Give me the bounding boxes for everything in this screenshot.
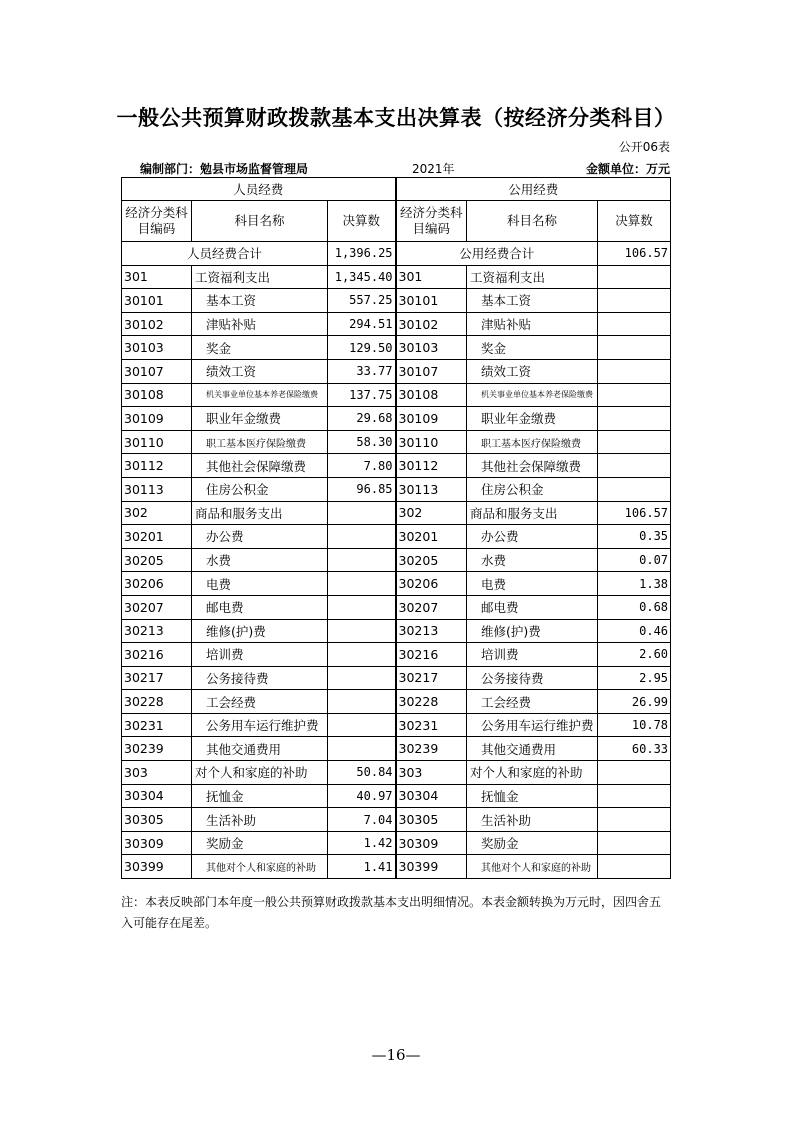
table-row <box>122 619 671 643</box>
left-name-cell: 对个人和家庭的补助 <box>192 761 328 785</box>
col-header-amount-right: 决算数 <box>598 201 671 242</box>
right-amount-cell <box>598 808 671 832</box>
right-amount-cell <box>598 430 671 454</box>
left-amount-cell: 40.97 <box>328 784 396 808</box>
left-amount-cell: 129.50 <box>328 336 396 360</box>
left-code-cell: 30103 <box>122 336 192 360</box>
right-name-cell: 水费 <box>467 548 598 572</box>
left-amount-cell: 29.68 <box>328 407 396 431</box>
left-code-cell: 30207 <box>122 595 192 619</box>
left-amount-cell <box>328 572 396 596</box>
table-row <box>122 525 671 549</box>
left-name-cell: 商品和服务支出 <box>192 501 328 525</box>
left-code-cell: 30201 <box>122 525 192 549</box>
left-amount-cell: 7.04 <box>328 808 396 832</box>
left-amount-cell <box>328 595 396 619</box>
left-name-cell: 基本工资 <box>192 289 328 313</box>
right-code-cell: 30205 <box>396 548 467 572</box>
right-amount-cell <box>598 383 671 407</box>
left-name-cell: 其他交通费用 <box>192 737 328 761</box>
right-amount-cell <box>598 407 671 431</box>
left-code-cell: 30110 <box>122 430 192 454</box>
left-amount-cell <box>328 713 396 737</box>
right-name-cell: 津贴补贴 <box>467 312 598 336</box>
public-total-value: 106.57 <box>598 242 671 266</box>
right-name-cell: 电费 <box>467 572 598 596</box>
left-code-cell: 30239 <box>122 737 192 761</box>
right-name-cell: 抚恤金 <box>467 784 598 808</box>
left-name-cell: 邮电费 <box>192 595 328 619</box>
left-name-cell: 抚恤金 <box>192 784 328 808</box>
table-row <box>122 289 671 313</box>
table-row <box>122 713 671 737</box>
right-code-cell: 30107 <box>396 359 467 383</box>
left-amount-cell <box>328 525 396 549</box>
right-code-cell: 301 <box>396 265 467 289</box>
left-code-cell: 301 <box>122 265 192 289</box>
table-row <box>122 383 671 407</box>
right-amount-cell <box>598 784 671 808</box>
right-amount-cell: 60.33 <box>598 737 671 761</box>
form-code: 公开06表 <box>618 140 670 154</box>
public-total-label: 公用经费合计 <box>396 242 598 266</box>
left-code-cell: 30231 <box>122 713 192 737</box>
left-code-cell: 30213 <box>122 619 192 643</box>
left-amount-cell: 1,345.40 <box>328 265 396 289</box>
left-amount-cell: 294.51 <box>328 312 396 336</box>
left-code-cell: 30309 <box>122 831 192 855</box>
table-row <box>122 265 671 289</box>
left-code-cell: 303 <box>122 761 192 785</box>
right-code-cell: 30112 <box>396 454 467 478</box>
left-name-cell: 公务接待费 <box>192 666 328 690</box>
left-amount-cell <box>328 666 396 690</box>
table-row <box>122 359 671 383</box>
left-code-cell: 30206 <box>122 572 192 596</box>
page-number: —16— <box>371 1046 421 1064</box>
right-amount-cell: 2.60 <box>598 643 671 667</box>
table-row <box>122 595 671 619</box>
right-name-cell: 维修(护)费 <box>467 619 598 643</box>
table-row <box>122 336 671 360</box>
left-name-cell: 职工基本医疗保险缴费 <box>192 430 328 454</box>
right-amount-cell: 0.68 <box>598 595 671 619</box>
left-code-cell: 30109 <box>122 407 192 431</box>
table-row <box>122 548 671 572</box>
left-amount-cell <box>328 548 396 572</box>
right-amount-cell: 0.07 <box>598 548 671 572</box>
col-header-code-left: 经济分类科目编码 <box>122 201 192 242</box>
table-row <box>122 312 671 336</box>
left-name-cell: 其他对个人和家庭的补助 <box>192 855 328 879</box>
right-code-cell: 30399 <box>396 855 467 879</box>
table-row <box>122 831 671 855</box>
left-name-cell: 其他社会保障缴费 <box>192 454 328 478</box>
right-code-cell: 302 <box>396 501 467 525</box>
public-section-header: 公用经费 <box>396 178 671 201</box>
table-row <box>122 454 671 478</box>
right-name-cell: 机关事业单位基本养老保险缴费 <box>467 383 598 407</box>
right-amount-cell <box>598 454 671 478</box>
right-amount-cell <box>598 831 671 855</box>
right-amount-cell: 10.78 <box>598 713 671 737</box>
right-name-cell: 工资福利支出 <box>467 265 598 289</box>
table-row <box>122 808 671 832</box>
right-amount-cell: 0.46 <box>598 619 671 643</box>
left-code-cell: 30217 <box>122 666 192 690</box>
left-code-cell: 30101 <box>122 289 192 313</box>
left-amount-cell <box>328 690 396 714</box>
right-name-cell: 住房公积金 <box>467 477 598 501</box>
right-code-cell: 303 <box>396 761 467 785</box>
col-header-code-right: 经济分类科目编码 <box>396 201 467 242</box>
left-amount-cell: 7.80 <box>328 454 396 478</box>
right-name-cell: 对个人和家庭的补助 <box>467 761 598 785</box>
left-amount-cell: 1.42 <box>328 831 396 855</box>
left-amount-cell: 96.85 <box>328 477 396 501</box>
personnel-total-label: 人员经费合计 <box>122 242 328 266</box>
left-name-cell: 奖金 <box>192 336 328 360</box>
left-amount-cell: 557.25 <box>328 289 396 313</box>
right-code-cell: 30239 <box>396 737 467 761</box>
left-amount-cell <box>328 737 396 761</box>
table-row <box>122 430 671 454</box>
right-name-cell: 工会经费 <box>467 690 598 714</box>
right-amount-cell <box>598 312 671 336</box>
right-amount-cell: 2.95 <box>598 666 671 690</box>
right-name-cell: 办公费 <box>467 525 598 549</box>
right-name-cell: 绩效工资 <box>467 359 598 383</box>
table-row <box>122 737 671 761</box>
left-name-cell: 住房公积金 <box>192 477 328 501</box>
right-code-cell: 30101 <box>396 289 467 313</box>
left-name-cell: 电费 <box>192 572 328 596</box>
right-amount-cell <box>598 289 671 313</box>
right-code-cell: 30207 <box>396 595 467 619</box>
left-name-cell: 机关事业单位基本养老保险缴费 <box>192 383 328 407</box>
left-name-cell: 绩效工资 <box>192 359 328 383</box>
left-name-cell: 工会经费 <box>192 690 328 714</box>
left-code-cell: 30228 <box>122 690 192 714</box>
left-code-cell: 30108 <box>122 383 192 407</box>
left-amount-cell: 33.77 <box>328 359 396 383</box>
right-name-cell: 其他对个人和家庭的补助 <box>467 855 598 879</box>
right-name-cell: 其他交通费用 <box>467 737 598 761</box>
right-amount-cell <box>598 336 671 360</box>
left-name-cell: 培训费 <box>192 643 328 667</box>
right-amount-cell: 1.38 <box>598 572 671 596</box>
right-code-cell: 30108 <box>396 383 467 407</box>
left-amount-cell <box>328 643 396 667</box>
left-code-cell: 30305 <box>122 808 192 832</box>
right-name-cell: 奖金 <box>467 336 598 360</box>
left-amount-cell <box>328 501 396 525</box>
table-row <box>122 407 671 431</box>
left-name-cell: 职业年金缴费 <box>192 407 328 431</box>
right-code-cell: 30231 <box>396 713 467 737</box>
table-row <box>122 784 671 808</box>
left-amount-cell: 137.75 <box>328 383 396 407</box>
left-amount-cell: 50.84 <box>328 761 396 785</box>
right-name-cell: 职工基本医疗保险缴费 <box>467 430 598 454</box>
right-name-cell: 职业年金缴费 <box>467 407 598 431</box>
right-amount-cell <box>598 477 671 501</box>
right-name-cell: 奖励金 <box>467 831 598 855</box>
right-code-cell: 30103 <box>396 336 467 360</box>
left-name-cell: 津贴补贴 <box>192 312 328 336</box>
table-row <box>122 666 671 690</box>
footnote: 注：本表反映部门本年度一般公共预算财政拨款基本支出明细情况。本表金额转换为万元时，因四舍五入可能存在尾差。 <box>121 895 662 930</box>
table-row <box>122 690 671 714</box>
left-code-cell: 302 <box>122 501 192 525</box>
right-code-cell: 30228 <box>396 690 467 714</box>
right-code-cell: 30305 <box>396 808 467 832</box>
right-amount-cell: 26.99 <box>598 690 671 714</box>
col-header-name-right: 科目名称 <box>467 201 598 242</box>
table-row <box>122 643 671 667</box>
right-code-cell: 30102 <box>396 312 467 336</box>
right-code-cell: 30109 <box>396 407 467 431</box>
left-code-cell: 30107 <box>122 359 192 383</box>
left-name-cell: 公务用车运行维护费 <box>192 713 328 737</box>
right-name-cell: 公务接待费 <box>467 666 598 690</box>
right-name-cell: 生活补助 <box>467 808 598 832</box>
right-code-cell: 30304 <box>396 784 467 808</box>
left-code-cell: 30112 <box>122 454 192 478</box>
left-code-cell: 30304 <box>122 784 192 808</box>
personnel-total-value: 1,396.25 <box>328 242 396 266</box>
right-name-cell: 基本工资 <box>467 289 598 313</box>
left-code-cell: 30102 <box>122 312 192 336</box>
right-amount-cell <box>598 265 671 289</box>
right-amount-cell <box>598 359 671 383</box>
table-row <box>122 572 671 596</box>
right-amount-cell: 106.57 <box>598 501 671 525</box>
department-label: 编制部门：勉县市场监督管理局 <box>140 162 309 176</box>
left-code-cell: 30216 <box>122 643 192 667</box>
personnel-section-header: 人员经费 <box>122 178 396 201</box>
right-code-cell: 30110 <box>396 430 467 454</box>
right-amount-cell <box>598 761 671 785</box>
left-name-cell: 维修(护)费 <box>192 619 328 643</box>
right-code-cell: 30217 <box>396 666 467 690</box>
left-name-cell: 工资福利支出 <box>192 265 328 289</box>
table-row <box>122 855 671 879</box>
right-name-cell: 商品和服务支出 <box>467 501 598 525</box>
table-row <box>122 501 671 525</box>
year-label: 2021年 <box>412 162 455 176</box>
right-code-cell: 30201 <box>396 525 467 549</box>
left-amount-cell <box>328 619 396 643</box>
right-name-cell: 其他社会保障缴费 <box>467 454 598 478</box>
right-amount-cell: 0.35 <box>598 525 671 549</box>
left-code-cell: 30205 <box>122 548 192 572</box>
left-name-cell: 生活补助 <box>192 808 328 832</box>
left-name-cell: 水费 <box>192 548 328 572</box>
col-header-amount-left: 决算数 <box>328 201 396 242</box>
table-row <box>122 477 671 501</box>
right-name-cell: 培训费 <box>467 643 598 667</box>
right-code-cell: 30216 <box>396 643 467 667</box>
table-row <box>122 761 671 785</box>
left-name-cell: 办公费 <box>192 525 328 549</box>
left-amount-cell: 58.30 <box>328 430 396 454</box>
left-name-cell: 奖励金 <box>192 831 328 855</box>
right-code-cell: 30309 <box>396 831 467 855</box>
left-code-cell: 30399 <box>122 855 192 879</box>
right-code-cell: 30206 <box>396 572 467 596</box>
document-title: 一般公共预算财政拨款基本支出决算表（按经济分类科目） <box>116 105 676 130</box>
right-amount-cell <box>598 855 671 879</box>
col-header-name-left: 科目名称 <box>192 201 328 242</box>
right-code-cell: 30113 <box>396 477 467 501</box>
unit-label: 金额单位：万元 <box>585 162 670 176</box>
left-code-cell: 30113 <box>122 477 192 501</box>
right-name-cell: 公务用车运行维护费 <box>467 713 598 737</box>
right-code-cell: 30213 <box>396 619 467 643</box>
right-name-cell: 邮电费 <box>467 595 598 619</box>
expenditure-table <box>121 177 671 879</box>
left-amount-cell: 1.41 <box>328 855 396 879</box>
